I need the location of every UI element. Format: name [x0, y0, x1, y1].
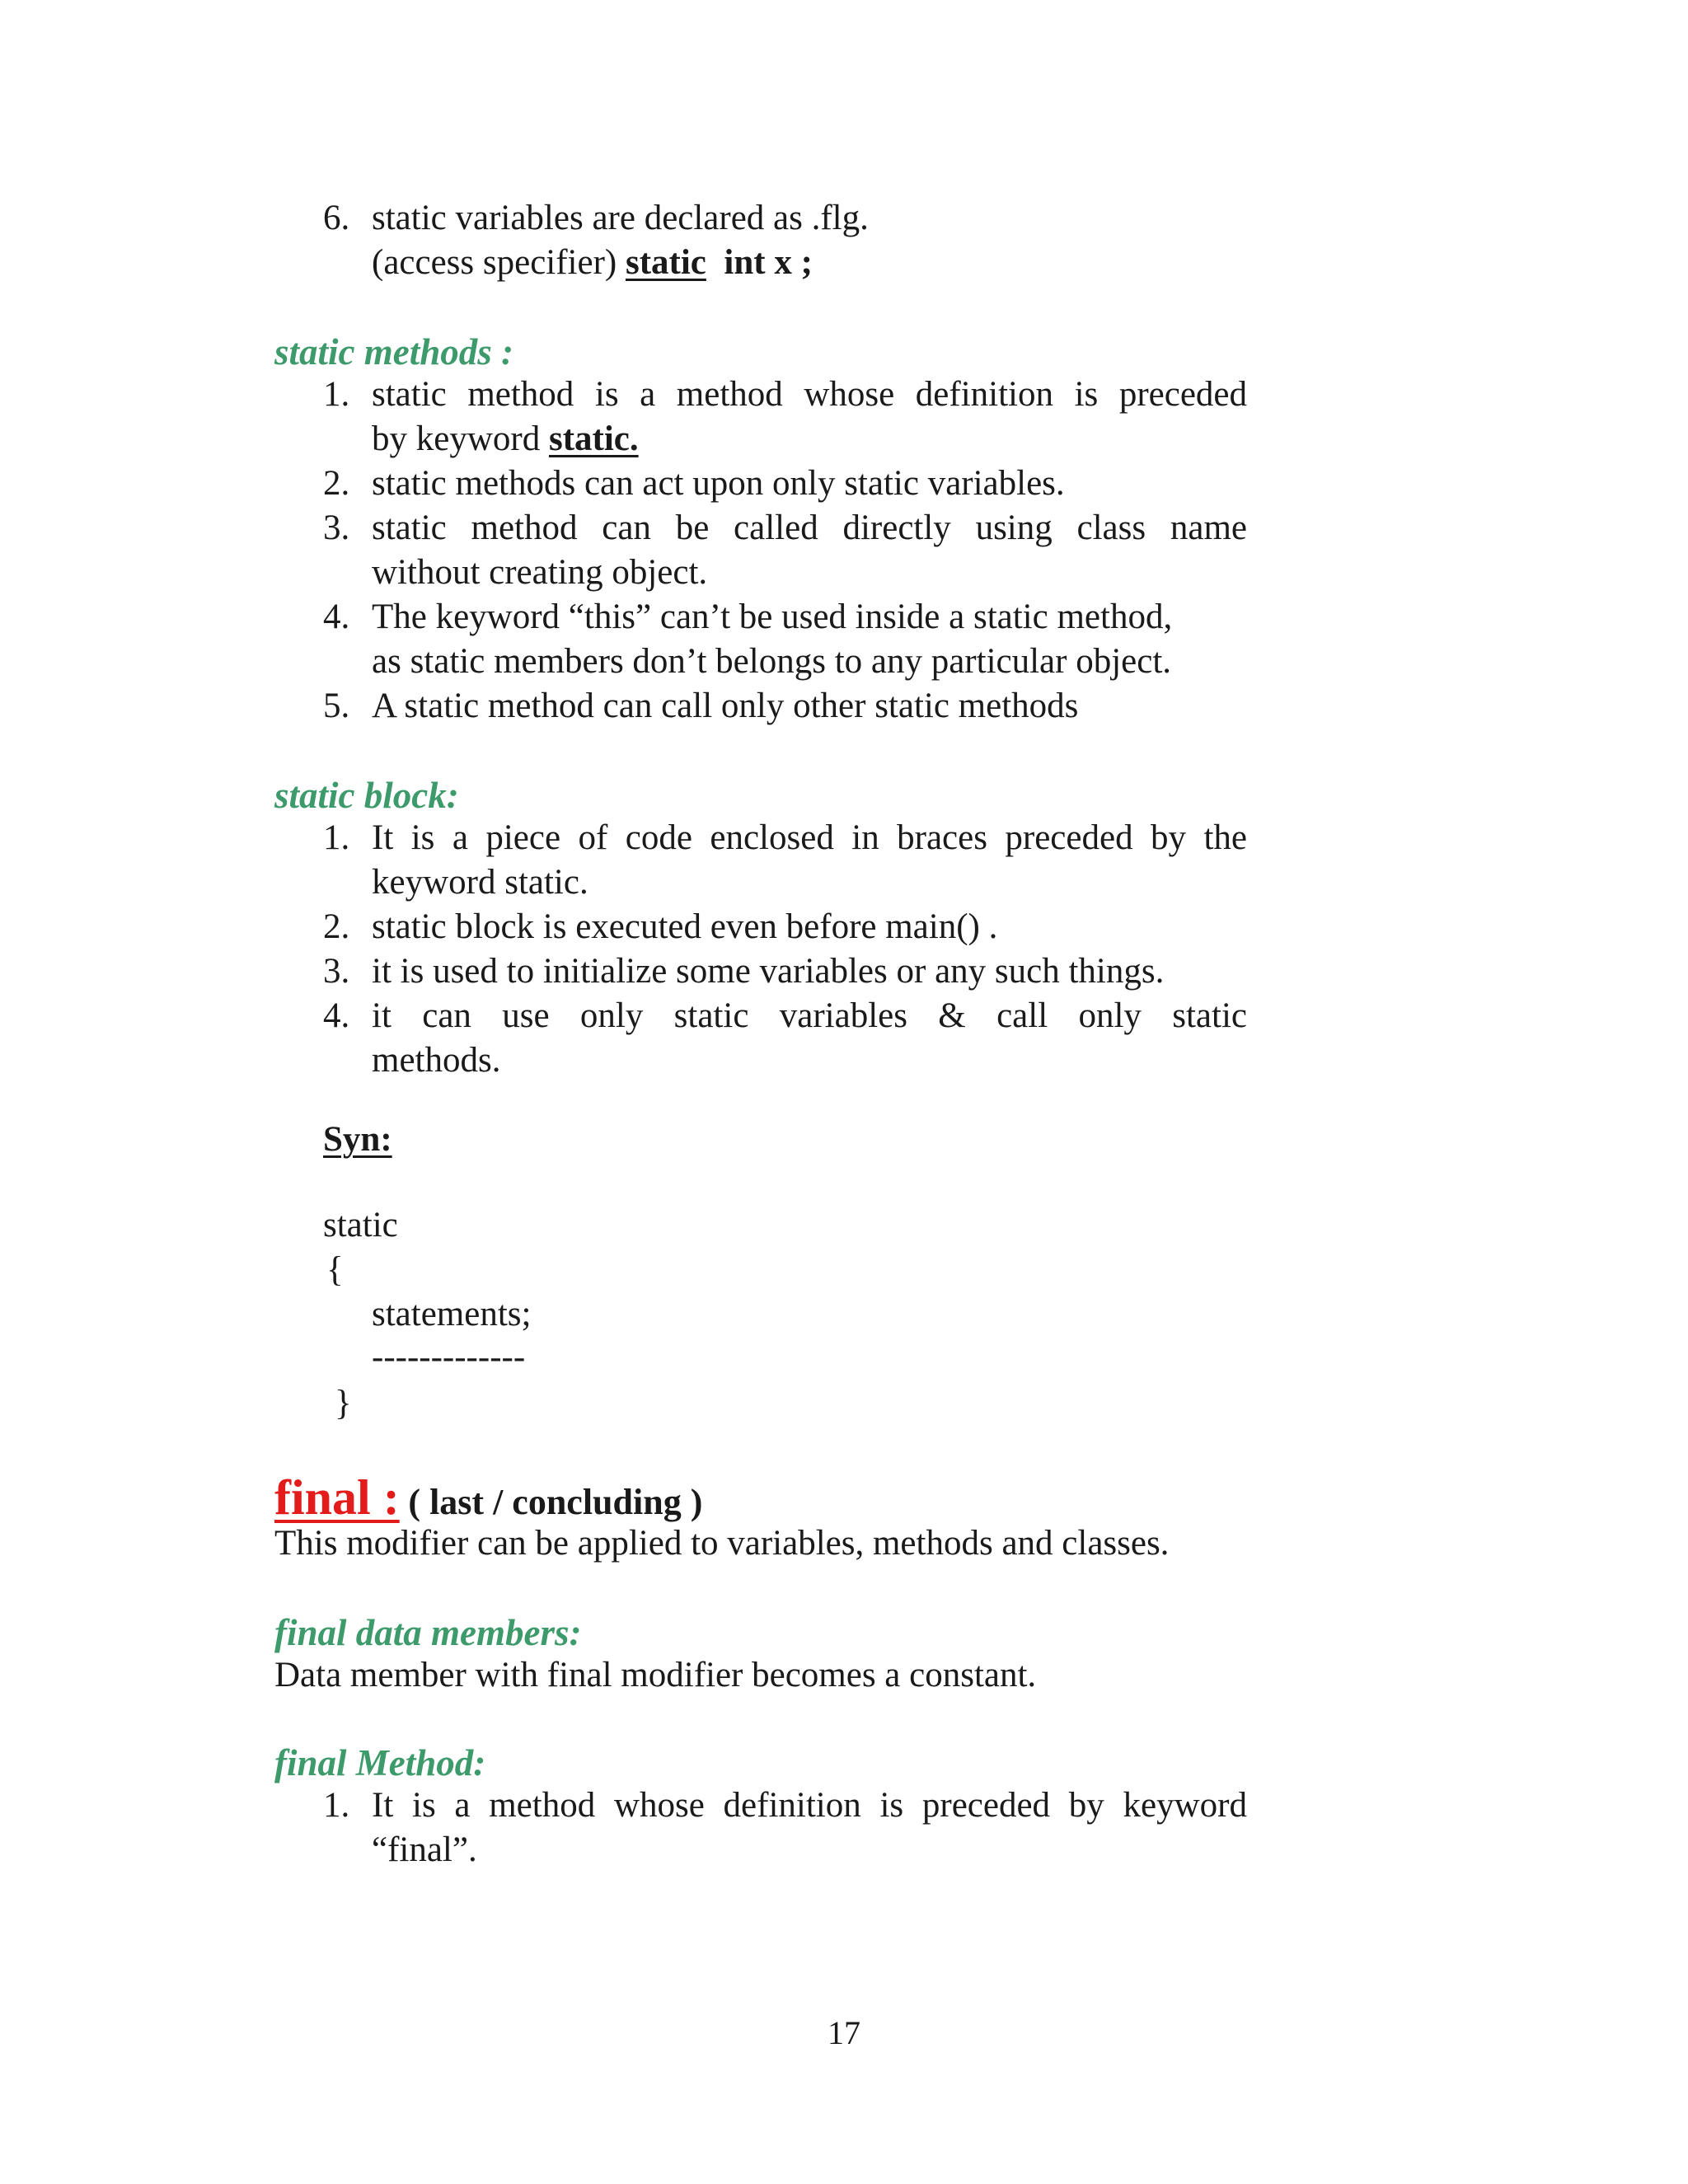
section-heading-final-data-members: final data members:	[274, 1612, 582, 1653]
section-heading-final-method: final Method:	[274, 1742, 486, 1783]
list-item-text: static variables are declared as .flg.	[372, 199, 869, 237]
list-item-text: as static members don’t belongs to any particular object.	[372, 642, 1172, 681]
list-item-text-part: by keyword	[372, 419, 541, 458]
int-declaration: int x ;	[724, 243, 813, 282]
static-keyword: static	[625, 243, 706, 282]
list-item-text: A static method can call only other static methods	[372, 687, 1079, 725]
list-item-text: static method is a method whose definition is preceded	[372, 375, 1247, 414]
list-item-text: methods.	[372, 1041, 501, 1080]
list-item-text: static method can be called directly using class name	[372, 509, 1247, 547]
list-item-text: it is used to initialize some variables or any such things.	[372, 952, 1165, 991]
list-item-text: It is a method whose definition is preceded by keyword	[372, 1786, 1247, 1825]
list-item-text	[372, 241, 813, 285]
list-number: 3.	[323, 509, 350, 547]
final-data-members-text: Data member with final modifier becomes a constant.	[274, 1656, 1037, 1694]
syntax-keyword: static	[323, 1206, 398, 1244]
list-number: 3.	[323, 952, 350, 991]
access-specifier-text: (access specifier)	[372, 243, 617, 282]
final-description: This modifier can be applied to variables, methods and classes.	[274, 1524, 1170, 1563]
syntax-label	[323, 1118, 392, 1162]
list-number: 4.	[323, 996, 350, 1035]
list-number: 2.	[323, 907, 350, 946]
list-item-text: static methods can act upon only static variables.	[372, 464, 1065, 503]
syntax-statement: statements;	[372, 1295, 532, 1333]
list-item-text: It is a piece of code enclosed in braces preceded by the	[372, 818, 1247, 857]
list-number: 6.	[323, 199, 350, 237]
list-item-text: The keyword “this” can’t be used inside a static method,	[372, 598, 1173, 636]
list-item-text: keyword static.	[372, 863, 588, 902]
list-item-text: it can use only static variables & call only static	[372, 996, 1247, 1035]
list-number: 1.	[323, 1786, 350, 1825]
final-keyword: final :	[274, 1470, 400, 1525]
page-number: 17	[828, 2014, 860, 2051]
list-number: 5.	[323, 687, 350, 725]
close-brace: }	[335, 1384, 352, 1422]
list-number: 4.	[323, 598, 350, 636]
static-keyword: static.	[548, 419, 639, 458]
final-subtitle: ( last / concluding )	[408, 1482, 703, 1522]
syntax-label-text: Syn:	[323, 1120, 392, 1159]
list-item-text	[372, 417, 639, 462]
list-number: 2.	[323, 464, 350, 503]
list-item-text: without creating object.	[372, 553, 708, 592]
list-item-text: static block is executed even before main() .	[372, 907, 998, 946]
list-item-text: “final”.	[372, 1830, 477, 1869]
section-heading-static-methods: static methods :	[274, 331, 513, 373]
section-heading-static-block: static block:	[274, 775, 459, 816]
list-number: 1.	[323, 818, 350, 857]
open-brace: {	[326, 1250, 344, 1289]
list-number: 1.	[323, 375, 350, 414]
syntax-dashes: -------------	[372, 1338, 526, 1376]
